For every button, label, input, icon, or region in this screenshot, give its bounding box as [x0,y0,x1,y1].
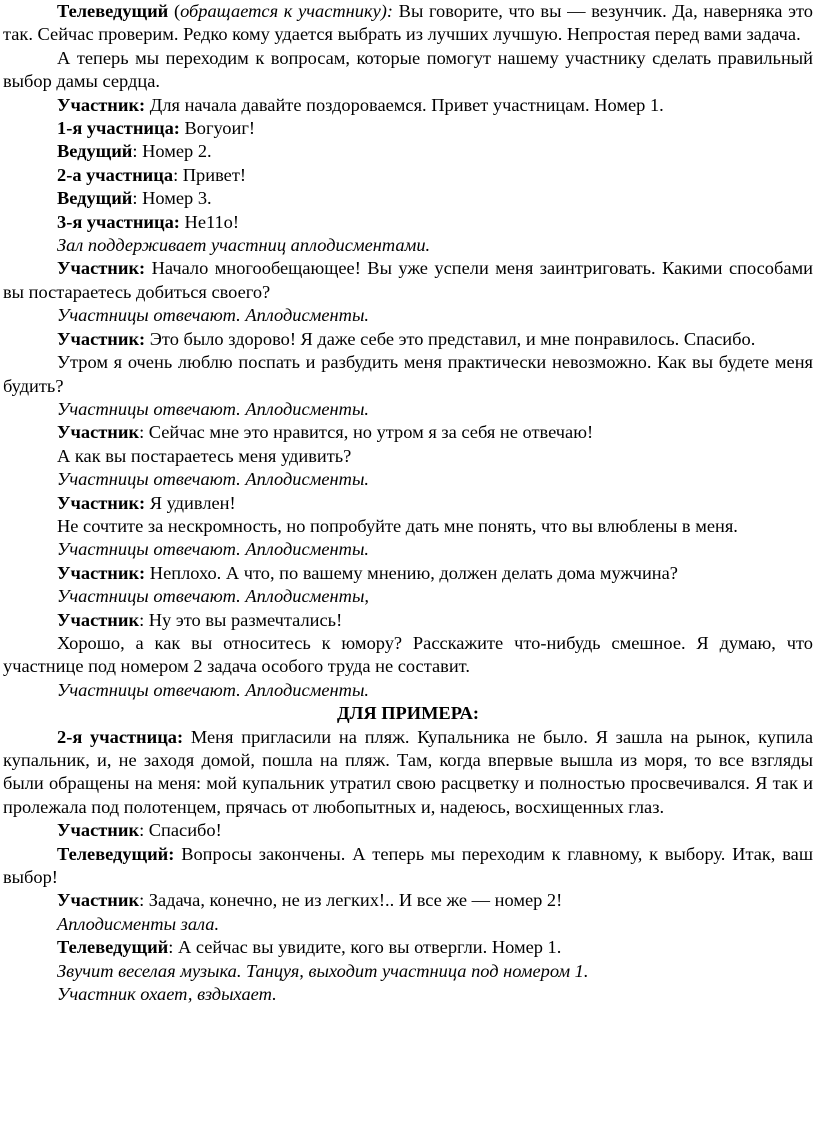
paragraph [3,843,813,890]
paragraph-text: : А сейчас вы увидите, кого вы отвергли. Номер 1. [168,937,562,958]
paragraph-text: Не11о! [179,211,240,232]
paragraph-text: Начало многообещающее! Вы уже успели меня заинтриговать. Какими способами вы постараетесь добиться своего? [3,258,813,302]
paragraph [3,936,813,959]
speaker-label: Участник: [57,562,146,583]
speaker-label: Участник: [57,258,146,279]
stage-direction: Участницы отвечают. Аплодисменты. [57,679,370,700]
paragraph-text: : Ну это вы размечтались! [139,609,343,630]
stage-direction: Участницы отвечают. Аплодисменты. [57,305,370,326]
paragraph [3,726,813,820]
stage-direction: Звучит веселая музыка. Танцуя, выходит участница под номером 1. [57,960,589,981]
paragraph [3,257,813,304]
paragraph [3,819,813,842]
paragraph-text: Вопросы закончены. А теперь мы переходим к главному, к выбору. Итак, ваш выбор! [3,843,813,888]
section-heading [3,702,813,725]
paragraph-text: : Спасибо! [139,820,222,841]
paragraph [3,0,813,47]
stage-direction: Участник охает, вздыхает. [57,984,277,1005]
paragraph [3,47,813,94]
paragraph [3,117,813,140]
paragraph [3,140,813,163]
paragraph-text: Утром я очень люблю поспать и разбудить меня практически невозможно. Как вы будете меня будить? [3,352,813,396]
speaker-label: Участник [57,820,140,841]
speaker-label: Участник [57,609,140,630]
paragraph [3,585,813,608]
paragraph-text: Вогуоиг! [179,118,255,139]
stage-direction: Аплодисменты зала. [57,913,220,934]
paragraph [3,562,813,585]
speaker-label: Телеведущий: [57,843,175,864]
speaker-label: 1-я участница: [57,118,180,139]
speaker-label: Телеведущий [57,937,169,958]
paragraph [3,913,813,936]
speaker-label: 3-я участница: [57,211,180,232]
paragraph-text: Это было здорово! Я даже себе это представил, и мне понравилось. Спасибо. [145,328,756,349]
paragraph [3,632,813,679]
paragraph-text: : Номер 3. [132,188,212,209]
speaker-label: Ведущий [57,141,133,162]
paragraph [3,94,813,117]
paragraph [3,538,813,561]
speaker-label: Телеведущий [57,1,169,21]
paragraph [3,609,813,632]
paragraph [3,492,813,515]
paragraph-text: : Привет! [173,164,246,185]
paragraph-text: Меня пригласили на пляж. Купальника не было. Я зашла на рынок, купила купальник, и, не заходя домой, пошла на пляж. Там, когда впервые вышла из моря, то все взгляды были обращены на меня: мой купальник утратил свою расцветку и полностью просвечивался. Я так и пролежала под полотенцем, прячась от любопытных и, надеюсь, восхищенных глаз. [3,726,813,817]
paragraph [3,304,813,327]
paragraph-text: ( [168,1,181,21]
paragraph [3,351,813,398]
speaker-label: Участник: [57,492,146,513]
paragraph-text: Неплохо. А что, по вашему мнению, должен делать дома мужчина? [145,562,678,583]
paragraph [3,445,813,468]
stage-direction: Зал поддерживает участниц аплодисментами. [57,235,431,256]
speaker-label: Участник: [57,94,146,115]
paragraph [3,468,813,491]
paragraph [3,960,813,983]
speaker-label: ДЛЯ ПРИМЕРА: [337,703,479,724]
speaker-label: 2-а участница [57,164,174,185]
paragraph [3,889,813,912]
paragraph-text: Не сочтите за нескромность, но попробуйте дать мне понять, что вы влюблены в меня. [57,515,738,536]
speaker-label: Участник: [57,328,146,349]
paragraph-text: : Задача, конечно, не из легких!.. И все же — номер 2! [139,890,563,911]
stage-direction: Участницы отвечают. Аплодисменты, [57,586,370,607]
paragraph [3,515,813,538]
paragraph-text: Хорошо, а как вы относитесь к юмору? Расскажите что-нибудь смешное. Я думаю, что участнице под номером 2 задача особого труда не составит. [3,632,813,677]
stage-direction: Участницы отвечают. Аплодисменты. [57,539,370,560]
paragraph-text: : Номер 2. [132,141,212,162]
paragraph-text: Для начала давайте поздороваемся. Привет участницам. Номер 1. [145,94,664,115]
paragraph-text: А теперь мы переходим к вопросам, которые помогут нашему участнику сделать правильный выбор дамы сердца. [3,47,813,92]
paragraph [3,983,813,1006]
paragraph [3,398,813,421]
paragraph [3,679,813,702]
stage-direction: Участницы отвечают. Аплодисменты. [57,469,370,490]
stage-direction: обращается к участнику): [180,1,393,21]
paragraph-text: А как вы постараетесь меня удивить? [57,445,352,466]
speaker-label: Ведущий [57,188,133,209]
paragraph [3,328,813,351]
paragraph [3,234,813,257]
paragraph [3,164,813,187]
paragraph [3,187,813,210]
speaker-label: 2-я участница: [57,726,184,747]
paragraph-text: : Сейчас мне это нравится, но утром я за себя не отвечаю! [139,422,594,443]
paragraph-text: Вы говорите, что вы — везунчик. Да, наверняка это так. Сейчас проверим. Редко кому удается выбрать из лучших лучшую. Непростая перед вами задача. [3,1,813,45]
paragraph [3,421,813,444]
paragraph-text: Я удивлен! [145,492,236,513]
speaker-label: Участник [57,422,140,443]
speaker-label: Участник [57,890,140,911]
stage-direction: Участницы отвечают. Аплодисменты. [57,398,370,419]
paragraph [3,211,813,234]
